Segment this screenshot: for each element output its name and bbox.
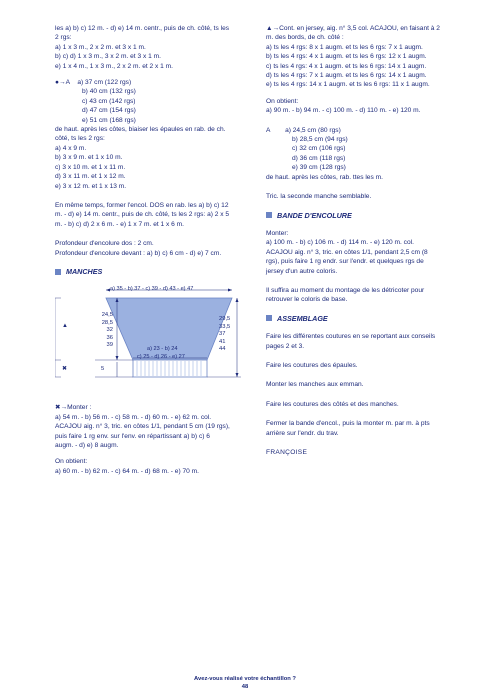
second-sleeve-note: Tric. la seconde manche semblable. xyxy=(266,193,372,201)
cross-marker: ✖ xyxy=(62,366,68,373)
unravel-note: Il suffira au moment du montage de les détricoter pour retrouver le coloris de base. xyxy=(266,286,425,304)
page-number: 48 xyxy=(241,684,249,690)
assemblage-heading: ASSEMBLAGE xyxy=(266,314,456,323)
shoulder-instructions: les a) b) c) 12 m. - d) e) 14 m. centr., puis de ch. côté, ts les 2 rgs: a) 1 x 3 m., 2 x 2 m. et 3 x 1 m. b) c) d) 1 x 3 m., 3 x 2 m. et 3 x 1 m. e) 1 x 4 m., 1 x 3 m., 2 x 2 m. et 2 x 1 m. xyxy=(55,25,230,70)
a-marker: A xyxy=(266,126,271,134)
sleeve-cast-on: ✖→Monter : a) 54 m. - b) 56 m. - c) 58 m. - d) 60 m. - e) 62 m. col. ACAJOU aig. n° 3, tric. en côtes 1/1, pendant 5 cm (19 rgs), puis faire 1 rg env. sur l'env. en répartissant a) b) c) 6 augm. - d) e) 8 augm. xyxy=(55,404,230,449)
neckband-instructions: Monter: a) 100 m. - b) c) 106 m. - d) 114 m. - e) 120 m. col. ACAJOU aig. n° 3, tric. en côtes 1/1, pendant 2,5 cm (8 rgs), puis faire 1 rg endr. sur l'endr. et quelques rgs de jersey d'un autre coloris. xyxy=(266,229,428,275)
dot-arrow-marker: ●→A xyxy=(55,79,70,87)
section-square-icon xyxy=(266,212,272,218)
footer-question: Avez-vous réalisé votre échantillon ? xyxy=(194,676,296,682)
sleeve-result: On obtient: a) 60 m. - b) 62 m. - c) 64 m. - d) 68 m. - e) 70 m. xyxy=(55,458,199,475)
right-column xyxy=(266,24,456,457)
sleeve-top-label: a) 35 - b) 37 - c) 39 - d) 43 - e) 47 xyxy=(110,286,194,293)
shoulder-bias: de haut. après les côtes, biaiser les épaules en rab. de ch. côté, ts les 2 rgs: a) 4 x 9 m. b) 3 x 9 m. et 1 x 10 m. c) 3 x 10 m. et 1 x 11 m. d) 3 x 11 m. et 1 x 12 m. e) 3 x 12 m. et 1 x 13 m. xyxy=(55,126,226,190)
cuff-value: 5 xyxy=(101,366,105,373)
neckline-depth: Profondeur d'encolure dos : 2 cm. Profondeur d'encolure devant : a) b) c) 6 cm - d) e) 7 cm. xyxy=(55,240,222,257)
height-list: ●→A a) 37 cm (122 rgs) b) 40 cm (132 rgs) c) 43 cm (142 rgs) d) 47 cm (154 rgs) e) 51 cm (168 rgs) xyxy=(55,79,136,124)
shoulder-seams: Faire les coutures des épaules. xyxy=(266,361,358,369)
section-square-icon xyxy=(266,315,272,321)
left-column xyxy=(55,24,240,476)
stitch-result: On obtient: a) 90 m. - b) 94 m. - c) 100 m. - d) 110 m. - e) 120 m. xyxy=(266,97,421,115)
neckline-back: En même temps, former l'encol. DOS en rab. les a) b) c) 12 m. - d) e) 14 m. centr., puis de ch. côté, ts les 2 rgs: a) 2 x 5 m. - b) c) d) 2 x 6 m. - e) 1 x 7 m. et 1 x 6 m. xyxy=(55,201,230,228)
sleeve-heights: A a) 24,5 cm (80 rgs) b) 28,5 cm (94 rgs) c) 32 cm (106 rgs) d) 36 cm (118 rgs) e) 39 cm (128 rgs) de haut. après les côtes, rab. ttes les m. xyxy=(266,126,383,181)
mount-sleeves: Monter les manches aux emman. xyxy=(266,381,364,389)
sleeve-bottom-label: c) 25 - d) 26 - e) 27 xyxy=(137,354,185,361)
manches-heading: MANCHES xyxy=(55,267,240,276)
sleeve-mid-label: a) 23 - b) 24 xyxy=(147,346,178,353)
sleeve-diagram-svg xyxy=(55,278,245,396)
close-neckband: Fermer la bande d'encol., puis la monter m. par m. à pts arrière sur l'endr. du trav. xyxy=(266,420,430,437)
triangle-marker: ▲ xyxy=(62,323,68,330)
signature: FRANÇOISE xyxy=(266,449,308,456)
side-seams: Faire les coutures des côtés et des manches. xyxy=(266,400,399,408)
seam-advice: Faire les différentes coutures en se reportant aux conseils pages 2 et 3. xyxy=(266,333,436,350)
increase-instructions: ▲→Cont. en jersey, aig. n° 3,5 col. ACAJOU, en faisant à 2 m. des bords, de ch. côté : a) ts les 4 rgs: 8 x 1 augm. et ts les 6 rgs: 7 x 1 augm. b) ts les 4 rgs: 4 x 1 augm. et ts les 6 rgs: 12 x 1 augm. c) ts les 4 rgs: 4 x 1 augm. et ts les 6 rgs: 14 x 1 augm. d) ts les 4 rgs: 7 x 1 augm. et ts les 6 rgs: 14 x 1 augm. e) ts les 4 rgs: 14 x 1 augm. et ts les 6 rgs: 11 x 1 augm. xyxy=(266,25,440,89)
bande-heading: BANDE D'ENCOLURE xyxy=(266,211,456,220)
left-values: 24,5 28,5 32 36 39 xyxy=(101,312,113,348)
right-values: 29,5 33,5 37 41 44 xyxy=(219,316,231,352)
section-square-icon xyxy=(55,269,61,275)
sleeve-diagram xyxy=(55,278,245,396)
